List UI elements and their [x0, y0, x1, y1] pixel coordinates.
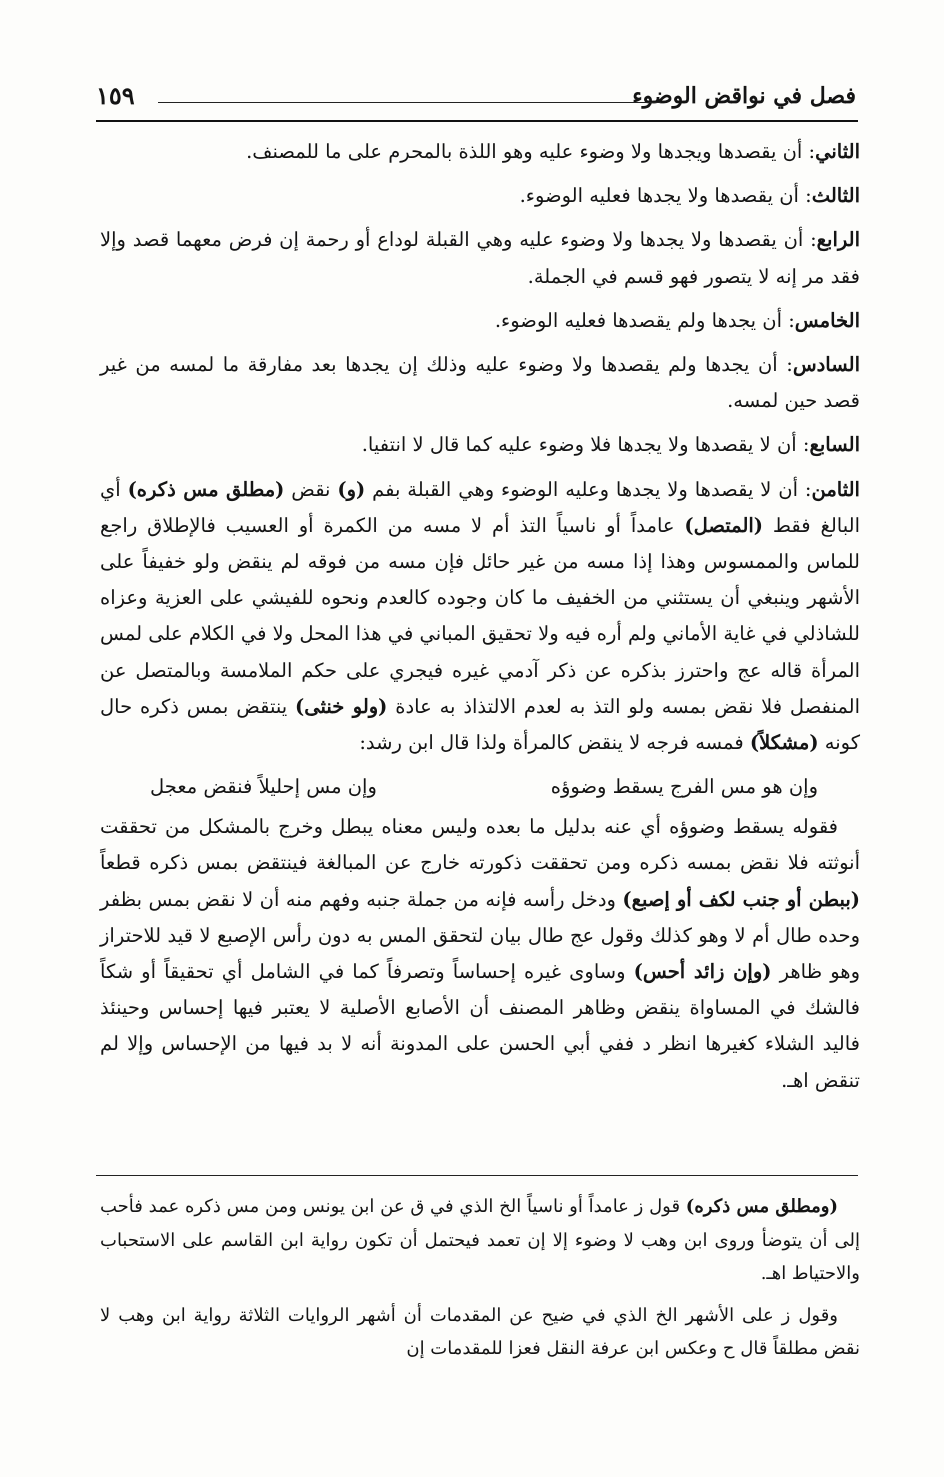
header-rule — [96, 120, 858, 122]
paragraph-text: : أن يقصدها ولا يجدها ولا وضوء عليه وهي القبلة لوداع أو رحمة إن فرض معهما قصد وإلا فقد مر إنه لا يتصور فهو قسم في الجملة. — [100, 228, 860, 288]
matn-quote: (المتصل) — [684, 513, 764, 537]
main-text — [100, 134, 860, 1099]
matn-quote: (ببطن أو جنب لكف أو إصبع) — [622, 887, 861, 911]
matn-quote: (مطلق مس ذكره) — [127, 477, 285, 501]
paragraph-sixth — [100, 347, 860, 419]
paragraph-third — [100, 178, 860, 214]
text-segment: ينتقض بمس ذكره حال كونه — [100, 694, 860, 755]
paragraph-text: : أن يقصدها ويجدها ولا وضوء عليه وهو اللذة بالمحرم على ما للمصنف. — [246, 140, 816, 163]
verse-first-hemistich: وإن هو مس الفرج يسقط وضوؤه — [550, 775, 818, 799]
paragraph-label: الخامس — [794, 308, 860, 332]
page-number: ١٥٩ — [96, 81, 135, 110]
paragraph-label: الثامن — [811, 477, 860, 501]
text-segment: ودخل رأسه فإنه من جملة جنبه وفهم منه أن لا نقض بمس بظفر وحده طال أم لا وهو كذلك وقول عج طال بيان لتحقق المس به دون رأس الإصبع لا قيد للاحتراز وهو ظاهر — [100, 887, 860, 984]
paragraph-text: : أن لا يقصدها ولا يجدها فلا وضوء عليه كما قال لا انتفيا. — [361, 433, 810, 457]
footnote-rule — [96, 1175, 858, 1176]
paragraph-label: الثالث — [811, 184, 860, 208]
text-segment: أي البالغ فقط — [100, 477, 860, 537]
text-segment: فمسه فرجه لا ينقض كالمرأة ولذا قال ابن رشد: — [359, 731, 750, 755]
poetry-verse — [150, 767, 818, 807]
paragraph-second — [100, 134, 860, 170]
footnotes — [100, 1190, 860, 1374]
verse-second-hemistich: وإن مس إحليلاً فنقض معجل — [150, 775, 377, 799]
paragraph-label: السابع — [809, 433, 860, 457]
paragraph-label: الرابع — [816, 228, 860, 252]
footnote-text: قول ز عامداً أو ناسياً الخ الذي في ق عن ابن يونس ومن مس ذكره عمد فأحب إلى أن يتوضأ وروى ابن وهب لا وضوء إلا إن تعمد فيحتمل أن تكون رواية ابن القاسم على الاستحباب والاحتياط اهـ. — [100, 1196, 860, 1284]
chapter-title: فصل في نواقض الوضوء — [632, 83, 856, 109]
paragraph-commentary — [100, 809, 860, 1099]
paragraph-label: السادس — [792, 353, 860, 377]
paragraph-text: : أن يقصدها ولا يجدها فعليه الوضوء. — [519, 184, 812, 208]
text-segment: فقوله يسقط وضوؤه أي عنه بدليل ما بعده وليس معناه يبطل وخرج بالمشكل من تحققت أنوثته فلا نقض بمسه ذكره ومن تحققت ذكورته خارج عن المبالغة فينتقض بمس ذكره قطعاً — [100, 815, 860, 875]
text-segment: نقض — [284, 477, 338, 501]
paragraph-eighth — [100, 472, 860, 762]
text-segment: عامداً أو ناسياً التذ أم لا مسه من الكمرة أو العسيب فالإطلاق راجع للماس والممسوس وهذا إذا مسه من غير حائل فإن مسه من فوقه لم ينقض ولو خفيفاً على الأشهر وينبغي أن يستثني من الخفيف ما كان وجوده كالعدم ونحوه للفيشي على العزية وعزاه للشاذلي في غاية الأماني ولم أره فيه ولا تحقيق المباني في هذا المحل ولا في الكلام على لمس المرأة قاله عج واحترز بذكره عن ذكر آدمي غيره فيجري على حكم الملامسة وبالمتصل عن المنفصل فلا نقض بمسه ولو التذ به لعدم الالتذاذ به عادة — [100, 513, 860, 718]
running-header — [96, 80, 856, 116]
text-segment: : أن لا يقصدها ولا يجدها وعليه الوضوء وهي القبلة بفم — [365, 477, 812, 501]
matn-quote: (وإن زائد أحس) — [633, 960, 772, 984]
matn-quote: (مشكلاً) — [749, 731, 819, 755]
header-dash-line — [158, 102, 661, 103]
footnote-1 — [100, 1190, 860, 1291]
paragraph-seventh — [100, 427, 860, 463]
text-segment: وساوى غيره إحساساً وتصرفاً كما في الشامل أي تحقيقاً أو شكاً فالشك في المساواة ينقض وظاهر المصنف أن الأصابع الأصلية لا يعتبر فيها إحساس وحينئذ فاليد الشلاء كغيرها انظر د ففي أبي الحسن على المدونة أنه لا بد فيها من الإحساس وإلا لم تنقض اهـ. — [100, 960, 860, 1092]
matn-quote: (ولو خنثى) — [295, 694, 388, 718]
footnote-text: وقول ز على الأشهر الخ الذي في ضيح عن المقدمات أن أشهر الروايات الثلاثة رواية ابن وهب لا نقض مطلقاً قال ح وعكس ابن عرفة النقل فعزا للمقدمات إن — [100, 1304, 860, 1359]
paragraph-label: الثاني — [815, 140, 860, 163]
paragraph-fourth — [100, 222, 860, 294]
footnote-lemma: (ومطلق مس ذكره) — [685, 1196, 838, 1217]
footnote-2 — [100, 1299, 860, 1366]
paragraph-text: : أن يجدها ولم يقصدها فعليه الوضوء. — [494, 308, 795, 332]
paragraph-text: : أن يجدها ولم يقصدها ولا وضوء عليه وذلك إن يجدها بعد مفارقة ما لمسه من غير قصد حين لمسه. — [100, 353, 860, 413]
matn-quote: (و) — [337, 477, 366, 501]
paragraph-fifth — [100, 303, 860, 339]
